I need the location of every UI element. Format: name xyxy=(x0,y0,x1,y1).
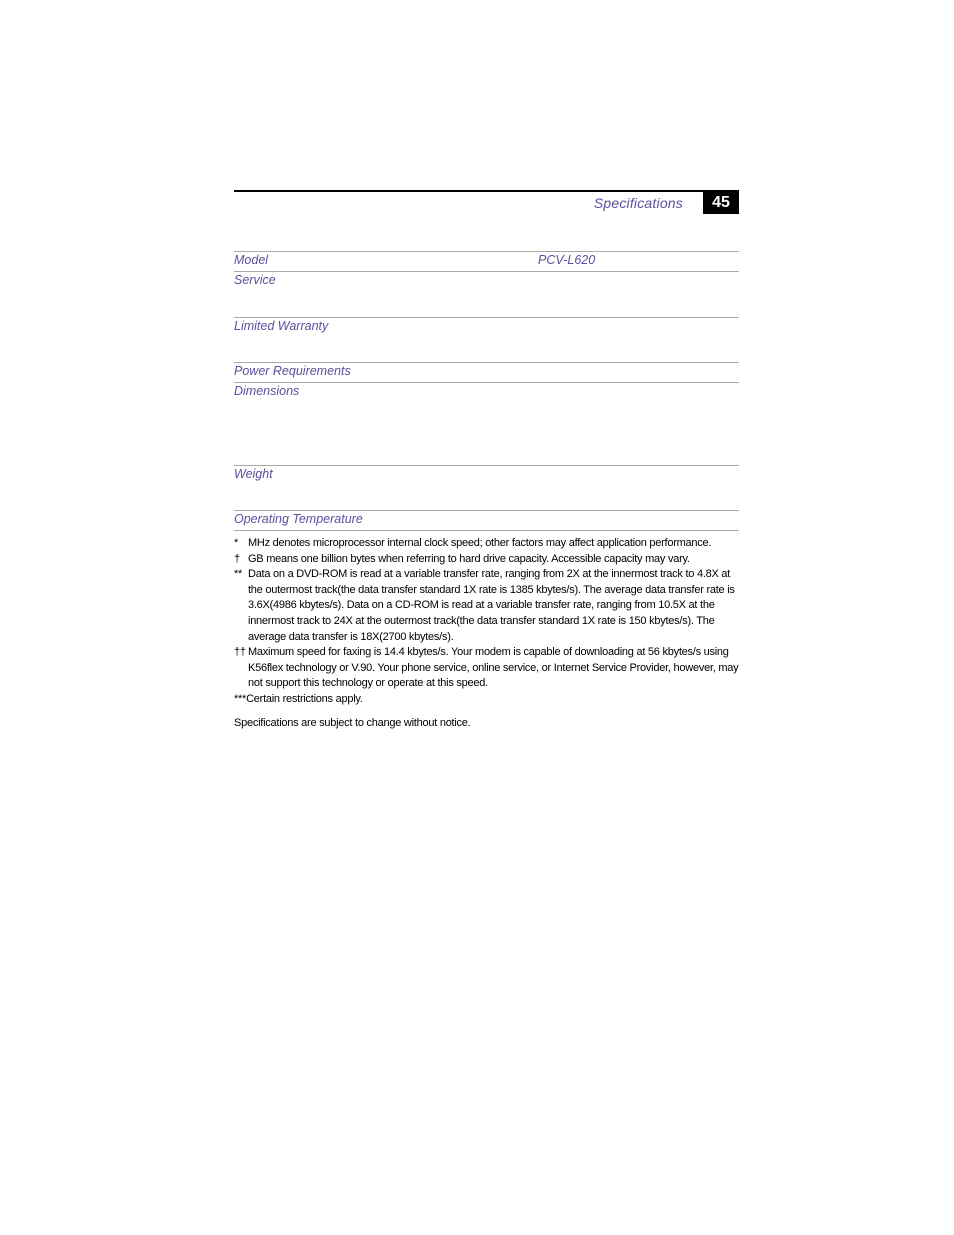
spec-row-service xyxy=(234,271,739,317)
spec-label: Power Requirements xyxy=(234,364,351,378)
footnote xyxy=(234,645,739,692)
spec-row-weight xyxy=(234,465,739,510)
spec-label: Dimensions xyxy=(234,384,300,398)
spec-row-model xyxy=(234,251,739,271)
spec-label: Weight xyxy=(234,467,273,481)
footnote-text: MHz denotes microprocessor internal clock speed; other factors may affect application performance. xyxy=(248,537,712,549)
footnote-text: GB means one billion bytes when referring to hard drive capacity. Accessible capacity may vary. xyxy=(248,552,690,565)
spec-table xyxy=(234,251,739,531)
spec-row-limited-warranty xyxy=(234,317,739,362)
spec-row-power-requirements xyxy=(234,362,739,382)
spec-row-dimensions xyxy=(234,382,739,465)
footnote-mark: * xyxy=(234,537,239,549)
footnote xyxy=(234,692,739,708)
spec-row-operating-temperature xyxy=(234,510,739,531)
footnote-text: Certain restrictions apply. xyxy=(246,692,363,705)
spec-label: Limited Warranty xyxy=(234,319,329,333)
section-title: Specifications xyxy=(593,195,683,211)
footnote-mark: † xyxy=(234,552,240,565)
page-header xyxy=(234,190,739,216)
footnote xyxy=(234,567,739,645)
spec-label: Model xyxy=(234,253,269,267)
page-number: 45 xyxy=(703,192,739,214)
spec-label: Service xyxy=(234,273,276,287)
footnote-mark: †† xyxy=(234,646,246,659)
footnote xyxy=(234,552,739,568)
spec-value: PCV-L620 xyxy=(538,253,596,267)
closing-note: Specifications are subject to change without notice. xyxy=(234,717,471,729)
footnote-mark: *** xyxy=(234,692,247,705)
spec-label: Operating Temperature xyxy=(234,512,363,526)
footnotes xyxy=(234,536,739,708)
footnote-mark: ** xyxy=(234,568,243,581)
footnote-text: Data on a DVD-ROM is read at a variable transfer rate, ranging from 2X at the innermost track to 4.8X at the outermost track(the data transfer standard 1X rate is 1385 kbytes/s). The average data transfer rate is 3.6X(4986 kbytes/s). Data on a CD-ROM is read at a variable transfer rate, ranging from 10.5X at the innermost track to 24X at the outermost track(the data transfer standard 1X rate is 150 kbytes/s). The average data transfer is 18X(2700 kbytes/s). xyxy=(248,568,735,643)
footnote-text: Maximum speed for faxing is 14.4 kbytes/s. Your modem is capable of downloading at 56 kbytes/s using K56flex technology or V.90. Your phone service, online service, or Internet Service Provider, however, may not support this technology or operate at this speed. xyxy=(248,646,739,690)
footnote xyxy=(234,536,739,552)
